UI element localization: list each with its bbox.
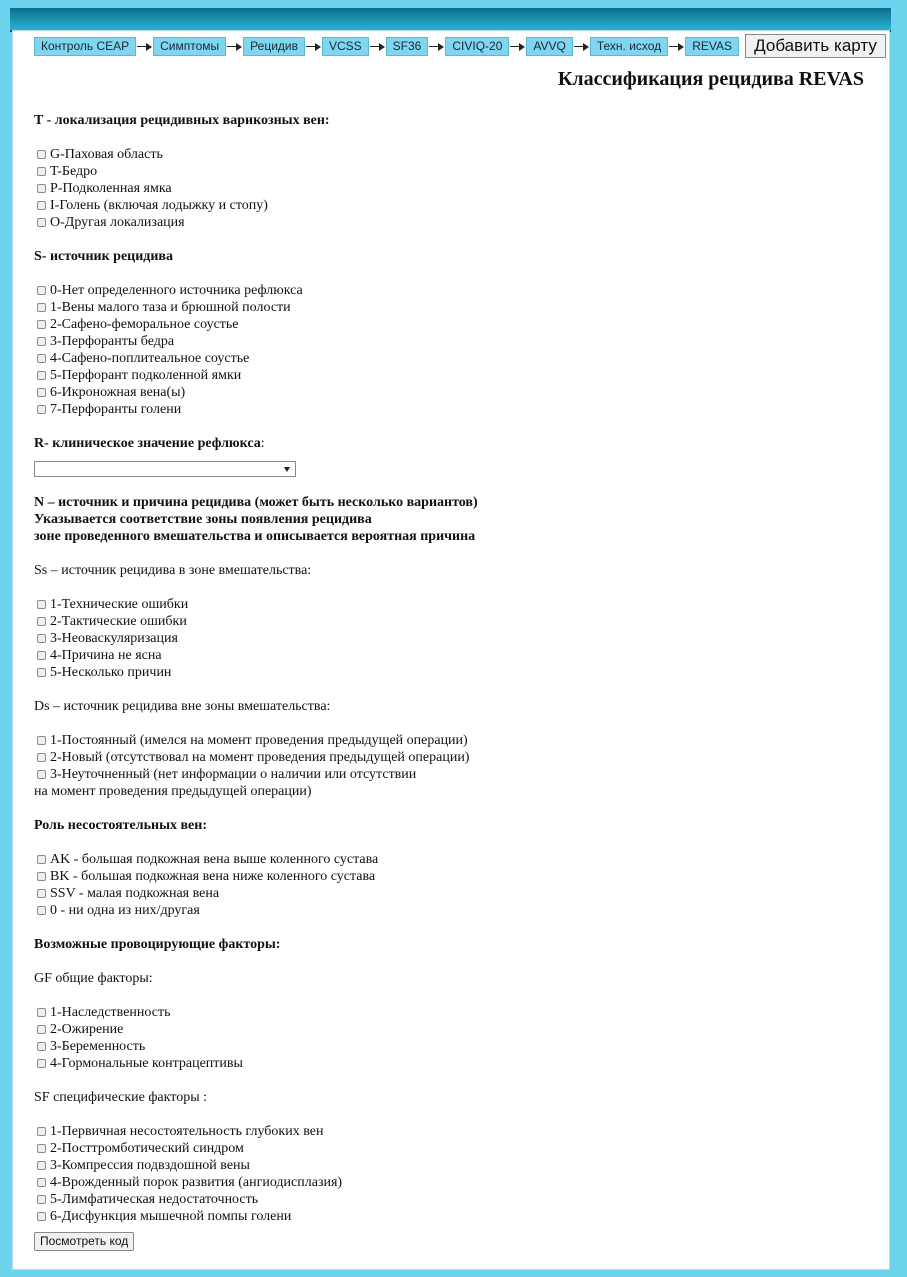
checkbox-label: 5-Несколько причин (50, 665, 172, 680)
arrow-right-icon (369, 39, 386, 54)
checkbox-ss-5[interactable] (37, 668, 46, 677)
checkbox-row (34, 316, 874, 333)
nav-symptoms[interactable]: Симптомы (153, 37, 226, 56)
checkbox-row (34, 180, 874, 197)
checkbox-gf-3[interactable] (37, 1042, 46, 1051)
section-heading-s: S- источник рецидива (34, 249, 173, 264)
checkbox-ss-4[interactable] (37, 651, 46, 660)
checkbox-row (34, 384, 874, 401)
nav-sf36[interactable]: SF36 (386, 37, 429, 56)
checkbox-role-ssv[interactable] (37, 889, 46, 898)
checkbox-label: 4-Причина не ясна (50, 648, 162, 663)
view-code-button[interactable]: Посмотреть код (34, 1232, 134, 1251)
arrow-right-icon (226, 39, 243, 54)
reflux-significance-select[interactable] (34, 461, 296, 477)
section-heading-role: Роль несостоятельных вен: (34, 818, 208, 833)
checkbox-ss-3[interactable] (37, 634, 46, 643)
checkbox-row (34, 1208, 874, 1225)
checkbox-row (34, 1140, 874, 1157)
arrow-right-icon (136, 39, 153, 54)
checkbox-row (34, 868, 874, 885)
ds-label: Ds – источник рецидива вне зоны вмешательства: (34, 699, 331, 714)
arrow-right-icon (305, 39, 322, 54)
checkbox-label: 0-Нет определенного источника рефлюкса (50, 283, 303, 298)
checkbox-label: O-Другая локализация (50, 215, 185, 230)
checkbox-row (34, 367, 874, 384)
checkbox-ss-2[interactable] (37, 617, 46, 626)
checkbox-row (34, 647, 874, 664)
checkbox-ds-1[interactable] (37, 736, 46, 745)
checkbox-row (34, 1038, 874, 1055)
checkbox-label: 2-Сафено-феморальное соустье (50, 317, 239, 332)
checkbox-row (34, 197, 874, 214)
checkbox-s-0[interactable] (37, 286, 46, 295)
section-subheading-n: Указывается соответствие зоны появления рецидива (34, 512, 372, 527)
nav-revas[interactable]: REVAS (685, 37, 739, 56)
checkbox-row (34, 146, 874, 163)
checkbox-s-7[interactable] (37, 405, 46, 414)
checkbox-label: AK - большая подкожная вена выше коленного сустава (50, 852, 379, 867)
checkbox-label: 6-Дисфункция мышечной помпы голени (50, 1209, 292, 1224)
checkbox-row (34, 1191, 874, 1208)
checkbox-row (34, 299, 874, 316)
checkbox-label: 1-Вены малого таза и брюшной полости (50, 300, 291, 315)
gf-label: GF общие факторы: (34, 971, 153, 986)
nav-tech-outcome[interactable]: Техн. исход (590, 37, 668, 56)
checkbox-ds-3[interactable] (37, 770, 46, 779)
checkbox-s-2[interactable] (37, 320, 46, 329)
checkbox-sf-3[interactable] (37, 1161, 46, 1170)
checkbox-ss-1[interactable] (37, 600, 46, 609)
checkbox-label: 4-Гормональные контрацептивы (50, 1056, 243, 1071)
section-heading-r: R- клиническое значение рефлюкса: (34, 436, 265, 451)
checkbox-t-p[interactable] (37, 184, 46, 193)
revas-form (34, 112, 874, 1251)
checkbox-row (34, 401, 874, 418)
arrow-right-icon (509, 39, 526, 54)
checkbox-label: T-Бедро (50, 164, 98, 179)
checkbox-label: 3-Неоваскуляризация (50, 631, 178, 646)
checkbox-role-bk[interactable] (37, 872, 46, 881)
checkbox-sf-6[interactable] (37, 1212, 46, 1221)
checkbox-sf-5[interactable] (37, 1195, 46, 1204)
checkbox-label: 2-Ожирение (50, 1022, 124, 1037)
checkbox-label: G-Паховая область (50, 147, 163, 162)
section-subheading-n: зоне проведенного вмешательства и описывается вероятная причина (34, 529, 476, 544)
checkbox-t-t[interactable] (37, 167, 46, 176)
checkbox-t-i[interactable] (37, 201, 46, 210)
checkbox-label: 4-Сафено-поплитеальное соустье (50, 351, 250, 366)
ss-label: Ss – источник рецидива в зоне вмешательства: (34, 563, 312, 578)
sf-label: SF специфические факторы : (34, 1090, 207, 1105)
arrow-right-icon (428, 39, 445, 54)
checkbox-label: P-Подколенная ямка (50, 181, 172, 196)
checkbox-gf-1[interactable] (37, 1008, 46, 1017)
checkbox-label: 5-Лимфатическая недостаточность (50, 1192, 259, 1207)
checkbox-sf-1[interactable] (37, 1127, 46, 1136)
checkbox-label: 5-Перфорант подколенной ямки (50, 368, 242, 383)
nav-avvq[interactable]: AVVQ (526, 37, 572, 56)
nav-recurrence[interactable]: Рецидив (243, 37, 305, 56)
checkbox-s-3[interactable] (37, 337, 46, 346)
checkbox-row (34, 749, 874, 766)
checkbox-row (34, 1004, 874, 1021)
checkbox-label: 6-Икроножная вена(ы) (50, 385, 186, 400)
checkbox-row (34, 596, 874, 613)
checkbox-label: 1-Технические ошибки (50, 597, 189, 612)
checkbox-label: 1-Первичная несостоятельность глубоких вен (50, 1124, 324, 1139)
checkbox-gf-2[interactable] (37, 1025, 46, 1034)
checkbox-s-5[interactable] (37, 371, 46, 380)
checkbox-label: 7-Перфоранты голени (50, 402, 182, 417)
step-navigation (34, 36, 739, 56)
checkbox-label-continuation: на момент проведения предыдущей операции) (34, 784, 312, 799)
checkbox-row (34, 333, 874, 350)
nav-civiq20[interactable]: CIVIQ-20 (445, 37, 509, 56)
section-heading-t: T - локализация рецидивных варикозных вен: (34, 113, 330, 128)
checkbox-label: 3-Перфоранты бедра (50, 334, 175, 349)
checkbox-row (34, 885, 874, 902)
checkbox-s-6[interactable] (37, 388, 46, 397)
page-title: Классификация рецидива REVAS (557, 68, 864, 90)
checkbox-row (34, 732, 874, 749)
checkbox-row (34, 1157, 874, 1174)
checkbox-t-g[interactable] (37, 150, 46, 159)
checkbox-row (34, 1055, 874, 1072)
nav-vcss[interactable]: VCSS (322, 37, 369, 56)
checkbox-row (34, 902, 874, 919)
checkbox-row (34, 163, 874, 180)
checkbox-label: 2-Посттромботический синдром (50, 1141, 244, 1156)
checkbox-role-0[interactable] (37, 906, 46, 915)
checkbox-row (34, 630, 874, 647)
checkbox-row (34, 1174, 874, 1191)
checkbox-label: 3-Беременность (50, 1039, 146, 1054)
checkbox-label: 3-Неуточненный (нет информации о наличии или отсутствии (50, 767, 417, 782)
checkbox-row (34, 664, 874, 681)
checkbox-label: 2-Новый (отсутствовал на момент проведения предыдущей операции) (50, 750, 470, 765)
checkbox-row (34, 350, 874, 367)
arrow-right-icon (573, 39, 590, 54)
arrow-right-icon (668, 39, 685, 54)
checkbox-row (34, 214, 874, 231)
checkbox-sf-4[interactable] (37, 1178, 46, 1187)
checkbox-row (34, 1021, 874, 1038)
checkbox-label: 1-Постоянный (имелся на момент проведения предыдущей операции) (50, 733, 468, 748)
checkbox-label: 4-Врожденный порок развития (ангиодисплазия) (50, 1175, 343, 1190)
checkbox-role-ak[interactable] (37, 855, 46, 864)
checkbox-row (34, 1123, 874, 1140)
checkbox-gf-4[interactable] (37, 1059, 46, 1068)
checkbox-label: 1-Наследственность (50, 1005, 171, 1020)
main-panel (12, 30, 890, 1270)
checkbox-s-4[interactable] (37, 354, 46, 363)
dropdown-arrow-icon (284, 467, 290, 472)
checkbox-row (34, 282, 874, 299)
nav-ceap[interactable]: Контроль CEAP (34, 37, 136, 56)
checkbox-s-1[interactable] (37, 303, 46, 312)
window-top-bar (10, 8, 891, 32)
checkbox-label: SSV - малая подкожная вена (50, 886, 220, 901)
checkbox-row (34, 766, 874, 783)
checkbox-t-o[interactable] (37, 218, 46, 227)
checkbox-label: 0 - ни одна из них/другая (50, 903, 200, 918)
checkbox-ds-2[interactable] (37, 753, 46, 762)
checkbox-sf-2[interactable] (37, 1144, 46, 1153)
section-heading-n: N – источник и причина рецидива (может быть несколько вариантов) (34, 495, 478, 510)
checkbox-label: 3-Компрессия подвздошной вены (50, 1158, 250, 1173)
checkbox-row (34, 851, 874, 868)
checkbox-label: I-Голень (включая лодыжку и стопу) (50, 198, 268, 213)
checkbox-label: 2-Тактические ошибки (50, 614, 187, 629)
section-heading-factors: Возможные провоцирующие факторы: (34, 937, 281, 952)
add-card-button[interactable]: Добавить карту (745, 34, 886, 58)
checkbox-label: BK - большая подкожная вена ниже коленного сустава (50, 869, 376, 884)
checkbox-row (34, 613, 874, 630)
